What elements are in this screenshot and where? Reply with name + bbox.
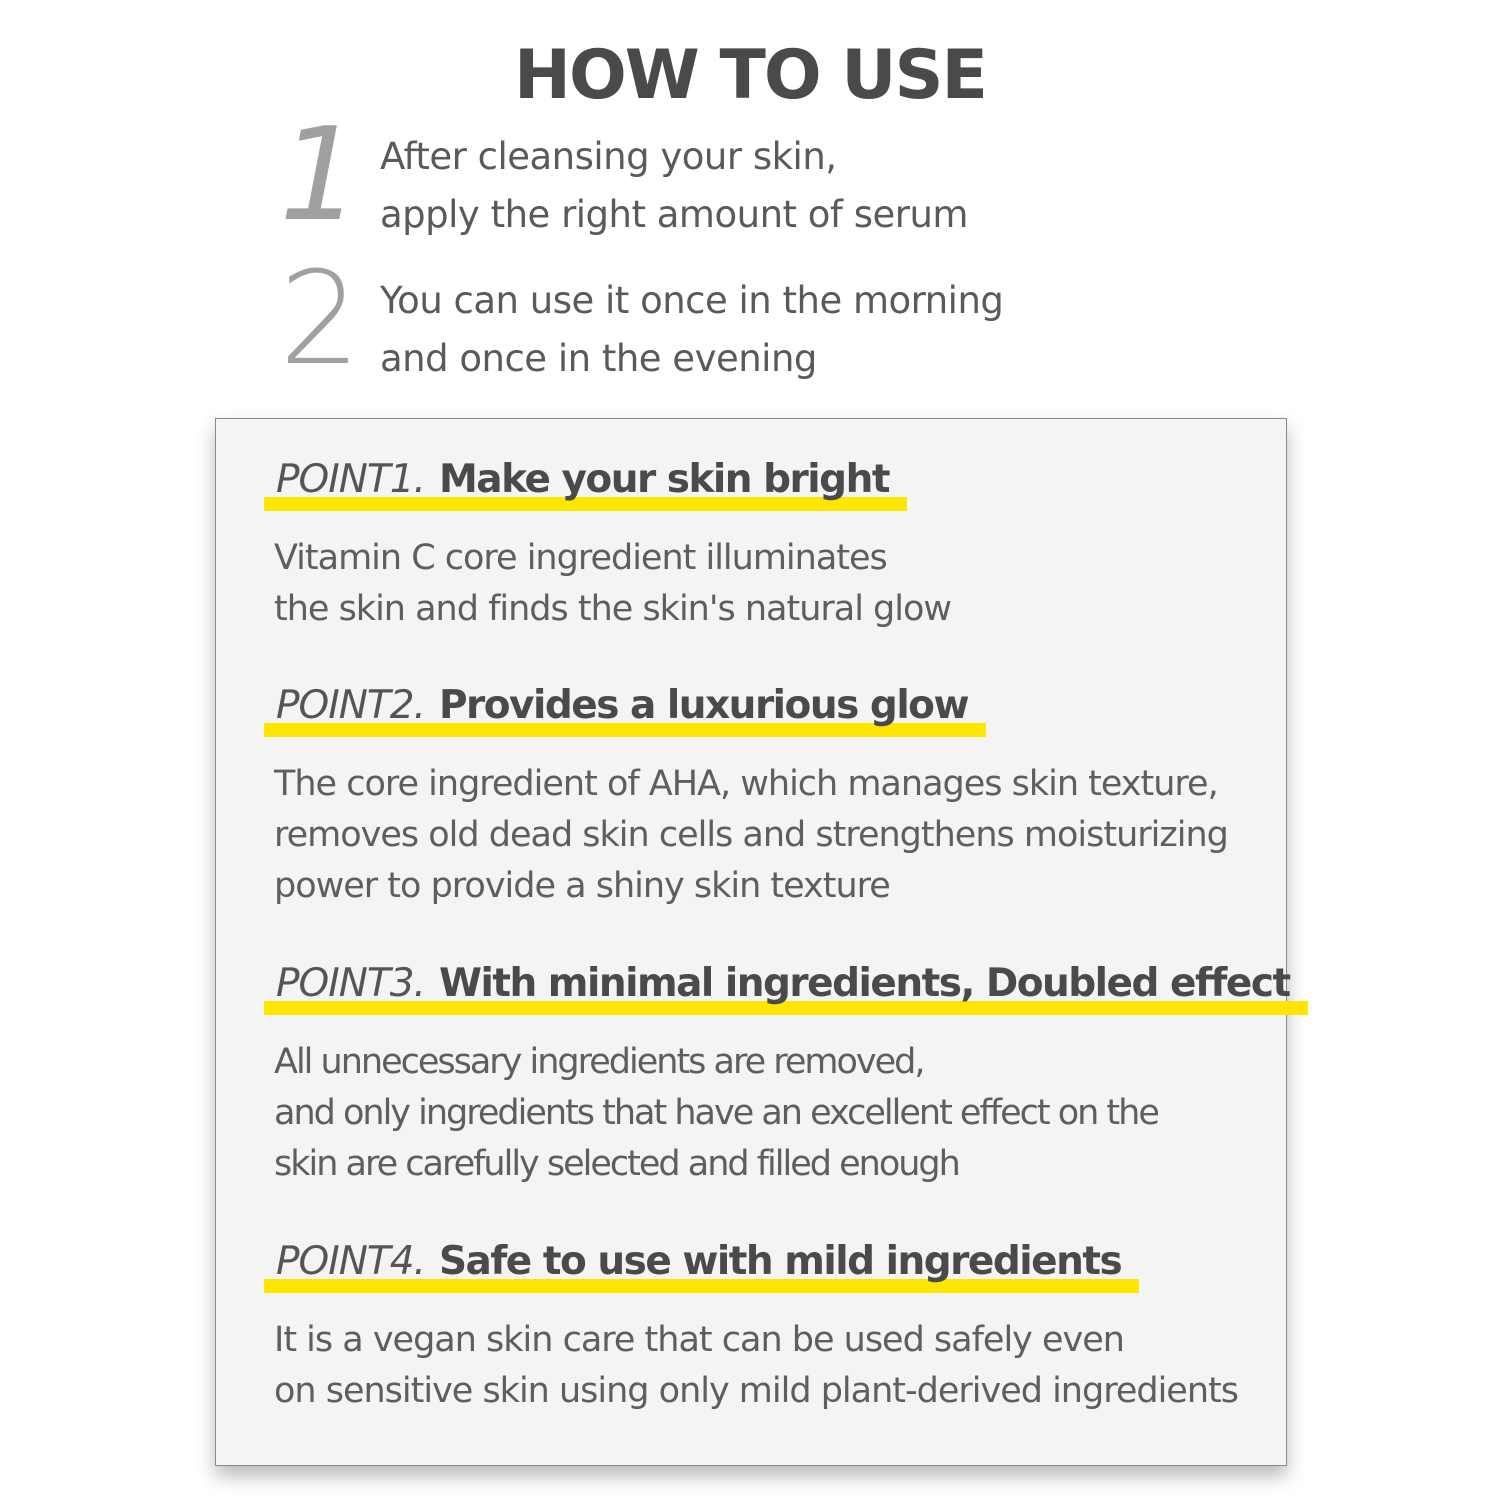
- point-description-line: It is a vegan skin care that can be used safely even: [274, 1320, 1124, 1360]
- step-text-line: apply the right amount of serum: [380, 193, 968, 236]
- point-heading: [264, 957, 1308, 1015]
- point-description-line: The core ingredient of AHA, which manages skin texture,: [274, 764, 1218, 804]
- point-label: POINT2.: [276, 683, 425, 728]
- step-text: [380, 128, 1060, 244]
- point-description-line: the skin and finds the skin's natural glow: [274, 589, 952, 629]
- page-title: HOW TO USE: [514, 36, 986, 115]
- point-heading: [264, 453, 907, 511]
- point-description-line: Vitamin C core ingredient illuminates: [274, 538, 887, 578]
- point-description: [264, 1037, 1274, 1190]
- point-description: [264, 533, 1274, 635]
- point-label: POINT1.: [276, 457, 425, 502]
- point-description-line: power to provide a shiny skin texture: [274, 866, 890, 906]
- step-number: 1: [279, 101, 361, 250]
- point-4: [264, 1235, 1274, 1417]
- step-number: 2: [279, 245, 361, 394]
- point-2: [264, 679, 1274, 912]
- point-1: [264, 453, 1274, 635]
- point-description-line: skin are carefully selected and filled enough: [274, 1144, 959, 1184]
- step-text: [380, 272, 1060, 388]
- point-title: With minimal ingredients, Doubled effect: [438, 961, 1290, 1006]
- step-text-line: After cleansing your skin,: [380, 135, 837, 178]
- point-3: [264, 957, 1290, 1190]
- point-heading: [264, 679, 986, 737]
- point-description-line: and only ingredients that have an excellent effect on the: [274, 1093, 1158, 1133]
- point-description-line: on sensitive skin using only mild plant-derived ingredients: [274, 1371, 1238, 1411]
- point-title: Safe to use with mild ingredients: [438, 1239, 1122, 1284]
- point-description: [264, 1315, 1274, 1417]
- point-title: Make your skin bright: [438, 457, 889, 502]
- step-text-line: and once in the evening: [380, 337, 817, 380]
- step-text-line: You can use it once in the morning: [380, 279, 1004, 322]
- point-description-line: removes old dead skin cells and strengthens moisturizing: [274, 815, 1228, 855]
- point-heading: [264, 1235, 1139, 1293]
- points-panel: [215, 418, 1290, 1466]
- point-description-line: All unnecessary ingredients are removed,: [274, 1042, 924, 1082]
- point-title: Provides a luxurious glow: [438, 683, 969, 728]
- point-label: POINT4.: [276, 1239, 425, 1284]
- point-label: POINT3.: [276, 961, 425, 1006]
- point-description: [264, 759, 1274, 912]
